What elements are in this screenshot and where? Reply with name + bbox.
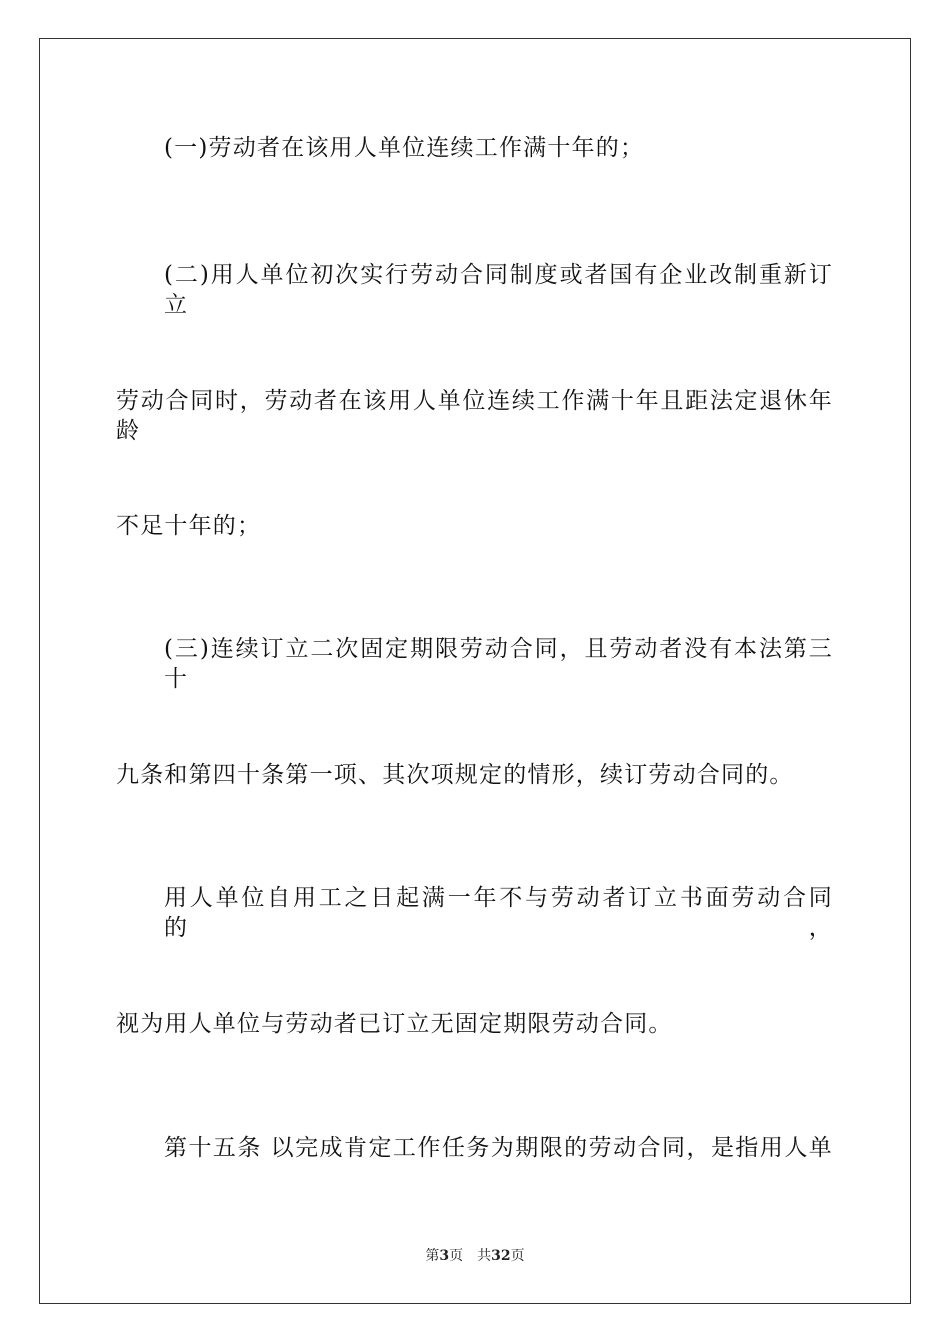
page-suffix: 页 [449, 1248, 464, 1264]
paragraph-line-3: 劳动合同时，劳动者在该用人单位连续工作满十年且距法定退休年龄 [116, 388, 833, 444]
paragraph-line-9: 第十五条 以完成肯定工作任务为期限的劳动合同，是指用人单 [164, 1135, 833, 1161]
paragraph-line-8: 视为用人单位与劳动者已订立无固定期限劳动合同。 [116, 1011, 673, 1037]
paragraph-line-6: 九条和第四十条第一项、其次项规定的情形，续订劳动合同的。 [116, 762, 794, 788]
paragraph-line-1: (一)劳动者在该用人单位连续工作满十年的； [164, 135, 645, 161]
total-suffix: 页 [510, 1248, 525, 1264]
page-number: 3 [439, 1248, 450, 1264]
page-footer [0, 1247, 950, 1265]
page-prefix: 第 [425, 1248, 440, 1264]
total-pages: 32 [491, 1248, 511, 1264]
paragraph-line-2: (二)用人单位初次实行劳动合同制度或者国有企业改制重新订立 [164, 262, 833, 318]
paragraph-line-7: 用人单位自用工之日起满一年不与劳动者订立书面劳动合同的， [164, 885, 833, 941]
total-prefix: 共 [477, 1248, 492, 1264]
paragraph-line-5: (三)连续订立二次固定期限劳动合同，且劳动者没有本法第三十 [164, 636, 833, 692]
paragraph-line-4: 不足十年的； [116, 513, 262, 539]
